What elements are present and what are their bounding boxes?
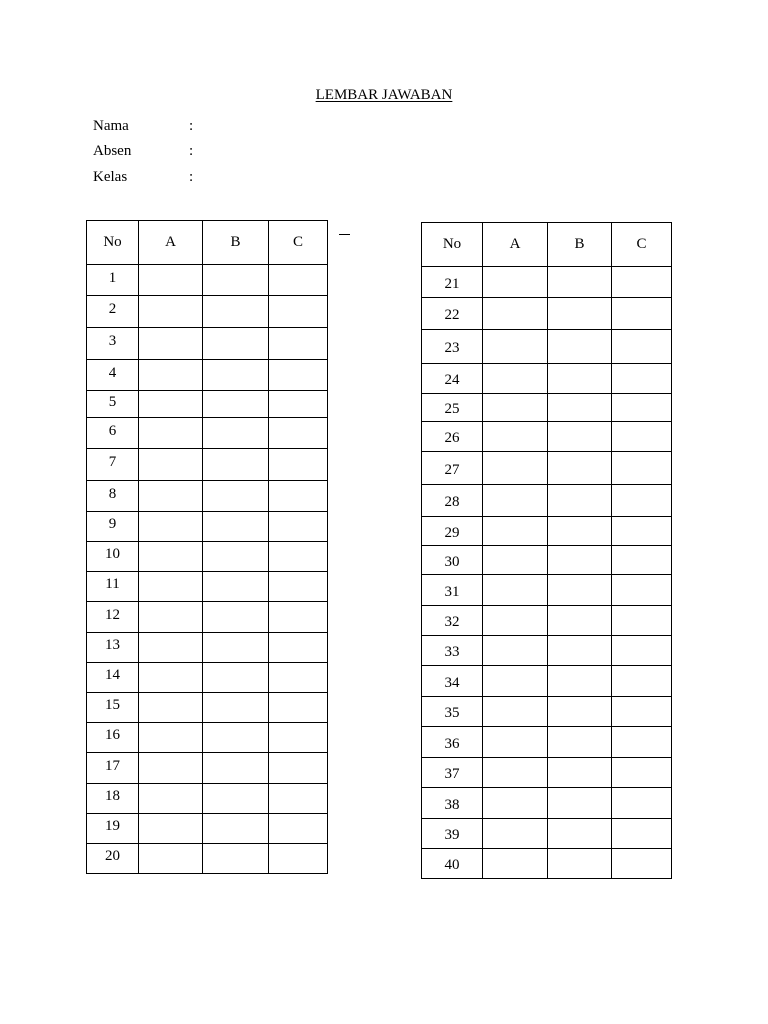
answer-cell-c[interactable] (269, 542, 328, 572)
answer-cell-c[interactable] (269, 663, 328, 693)
row-number: 24 (422, 364, 483, 394)
row-number: 25 (422, 394, 483, 422)
row-number: 5 (87, 391, 139, 418)
answer-cell-c[interactable] (612, 788, 672, 819)
answer-cell-a[interactable] (483, 364, 548, 394)
table-row (87, 265, 328, 296)
table-row (87, 449, 328, 481)
answer-cell-b[interactable] (203, 814, 269, 844)
answer-cell-b[interactable] (203, 693, 269, 723)
answer-cell-b[interactable] (203, 663, 269, 693)
answer-cell-a[interactable] (483, 758, 548, 788)
answer-cell-a[interactable] (139, 663, 203, 693)
row-number: 40 (422, 849, 483, 879)
answer-cell-b[interactable] (203, 723, 269, 753)
row-number: 9 (87, 512, 139, 542)
answer-cell-b[interactable] (203, 602, 269, 633)
table-row (422, 788, 672, 819)
answer-cell-b[interactable] (203, 542, 269, 572)
answer-cell-b[interactable] (548, 697, 612, 727)
page-title: LEMBAR JAWABAN (315, 87, 453, 103)
answer-cell-b[interactable] (203, 753, 269, 784)
table-row (87, 844, 328, 874)
answer-cell-a[interactable] (483, 330, 548, 364)
table-row (422, 517, 672, 546)
answer-cell-c[interactable] (612, 452, 672, 485)
answer-cell-b[interactable] (548, 849, 612, 879)
answer-cell-b[interactable] (548, 546, 612, 575)
answer-cell-a[interactable] (139, 296, 203, 328)
answer-cell-c[interactable] (269, 391, 328, 418)
answer-cell-a[interactable] (139, 814, 203, 844)
answer-cell-b[interactable] (548, 364, 612, 394)
table-row (87, 481, 328, 512)
answer-cell-c[interactable] (269, 572, 328, 602)
table-row (422, 422, 672, 452)
answer-cell-c[interactable] (612, 727, 672, 758)
answer-cell-b[interactable] (548, 636, 612, 666)
row-number: 37 (422, 758, 483, 788)
table-row (87, 572, 328, 602)
answer-cell-a[interactable] (139, 512, 203, 542)
table-header-row (87, 221, 328, 265)
table-row (422, 330, 672, 364)
answer-cell-b[interactable] (548, 452, 612, 485)
table-row (87, 633, 328, 663)
answer-cell-c[interactable] (612, 546, 672, 575)
answer-cell-a[interactable] (139, 360, 203, 391)
answer-cell-a[interactable] (483, 666, 548, 697)
row-number: 31 (422, 575, 483, 606)
answer-cell-b[interactable] (548, 575, 612, 606)
answer-cell-b[interactable] (203, 265, 269, 296)
answer-cell-a[interactable] (483, 546, 548, 575)
answer-cell-a[interactable] (139, 391, 203, 418)
answer-cell-a[interactable] (483, 298, 548, 330)
row-number: 10 (87, 542, 139, 572)
answer-cell-b[interactable] (548, 517, 612, 546)
table-row (87, 814, 328, 844)
answer-cell-c[interactable] (269, 753, 328, 784)
row-number: 34 (422, 666, 483, 697)
answer-cell-c[interactable] (612, 517, 672, 546)
answer-cell-a[interactable] (483, 485, 548, 517)
table-row (422, 758, 672, 788)
answer-cell-c[interactable] (612, 819, 672, 849)
table-row (87, 753, 328, 784)
row-number: 12 (87, 602, 139, 633)
answer-cell-b[interactable] (548, 422, 612, 452)
header-no: No (87, 221, 139, 265)
answer-cell-c[interactable] (612, 606, 672, 636)
answer-cell-a[interactable] (139, 784, 203, 814)
answer-cell-a[interactable] (139, 265, 203, 296)
table-row (422, 575, 672, 606)
answer-cell-a[interactable] (483, 422, 548, 452)
answer-cell-b[interactable] (203, 512, 269, 542)
table-row (87, 328, 328, 360)
table-row (87, 602, 328, 633)
table-row (87, 296, 328, 328)
answer-cell-a[interactable] (483, 788, 548, 819)
row-number: 11 (87, 572, 139, 602)
table-row (422, 849, 672, 879)
answer-cell-c[interactable] (269, 784, 328, 814)
field-kelas (93, 169, 293, 189)
answer-cell-b[interactable] (203, 572, 269, 602)
answer-cell-c[interactable] (269, 360, 328, 391)
answer-cell-b[interactable] (203, 391, 269, 418)
answer-cell-c[interactable] (269, 723, 328, 753)
table-row (87, 418, 328, 449)
answer-cell-c[interactable] (269, 328, 328, 360)
table-row (422, 666, 672, 697)
field-colon: : (189, 143, 194, 159)
answer-cell-b[interactable] (203, 360, 269, 391)
answer-cell-b[interactable] (548, 819, 612, 849)
answer-cell-a[interactable] (139, 602, 203, 633)
answer-cell-b[interactable] (548, 666, 612, 697)
answer-cell-a[interactable] (139, 328, 203, 360)
table-row (422, 364, 672, 394)
answer-table-right (421, 222, 672, 879)
row-number: 39 (422, 819, 483, 849)
row-number: 19 (87, 814, 139, 844)
answer-cell-c[interactable] (612, 575, 672, 606)
answer-cell-a[interactable] (483, 606, 548, 636)
answer-cell-c[interactable] (612, 267, 672, 298)
answer-cell-b[interactable] (203, 844, 269, 874)
row-number: 6 (87, 418, 139, 449)
answer-cell-c[interactable] (612, 666, 672, 697)
answer-cell-a[interactable] (139, 633, 203, 663)
answer-cell-b[interactable] (548, 758, 612, 788)
header-c: C (612, 223, 672, 267)
table-row (87, 360, 328, 391)
answer-cell-b[interactable] (203, 481, 269, 512)
table-row (422, 394, 672, 422)
answer-cell-a[interactable] (483, 452, 548, 485)
answer-cell-a[interactable] (483, 394, 548, 422)
row-number: 16 (87, 723, 139, 753)
answer-cell-c[interactable] (612, 422, 672, 452)
answer-cell-a[interactable] (139, 542, 203, 572)
table-row (87, 512, 328, 542)
row-number: 27 (422, 452, 483, 485)
table-row (87, 784, 328, 814)
answer-cell-c[interactable] (612, 636, 672, 666)
row-number: 28 (422, 485, 483, 517)
row-number: 2 (87, 296, 139, 328)
answer-cell-b[interactable] (203, 418, 269, 449)
answer-cell-a[interactable] (139, 844, 203, 874)
field-colon: : (189, 169, 194, 185)
answer-cell-c[interactable] (612, 330, 672, 364)
answer-cell-a[interactable] (483, 517, 548, 546)
table-row (87, 542, 328, 572)
table-row (87, 391, 328, 418)
answer-cell-c[interactable] (269, 844, 328, 874)
header-c: C (269, 221, 328, 265)
table-row (87, 663, 328, 693)
answer-cell-a[interactable] (139, 449, 203, 481)
answer-cell-c[interactable] (269, 633, 328, 663)
answer-cell-a[interactable] (483, 267, 548, 298)
table-row (87, 693, 328, 723)
answer-cell-b[interactable] (203, 449, 269, 481)
answer-cell-b[interactable] (203, 328, 269, 360)
row-number: 14 (87, 663, 139, 693)
table-row (422, 298, 672, 330)
answer-cell-a[interactable] (483, 575, 548, 606)
row-number: 17 (87, 753, 139, 784)
answer-cell-c[interactable] (269, 602, 328, 633)
field-absen (93, 143, 293, 163)
header-b: B (203, 221, 269, 265)
table-row (422, 267, 672, 298)
answer-cell-a[interactable] (139, 723, 203, 753)
table-row (422, 485, 672, 517)
row-number: 29 (422, 517, 483, 546)
table-row (422, 452, 672, 485)
field-label: Nama (93, 118, 129, 134)
row-number: 32 (422, 606, 483, 636)
table-row (422, 727, 672, 758)
answer-cell-a[interactable] (483, 849, 548, 879)
table-row (422, 697, 672, 727)
answer-cell-c[interactable] (269, 481, 328, 512)
answer-cell-a[interactable] (483, 819, 548, 849)
row-number: 26 (422, 422, 483, 452)
row-number: 38 (422, 788, 483, 819)
stray-dash (339, 234, 350, 235)
answer-cell-c[interactable] (269, 693, 328, 723)
answer-cell-c[interactable] (269, 449, 328, 481)
answer-cell-a[interactable] (483, 636, 548, 666)
answer-cell-b[interactable] (548, 606, 612, 636)
answer-cell-b[interactable] (548, 485, 612, 517)
answer-cell-c[interactable] (612, 364, 672, 394)
answer-cell-c[interactable] (612, 697, 672, 727)
answer-cell-b[interactable] (548, 788, 612, 819)
answer-cell-a[interactable] (139, 693, 203, 723)
answer-cell-c[interactable] (612, 298, 672, 330)
row-number: 8 (87, 481, 139, 512)
row-number: 36 (422, 727, 483, 758)
answer-cell-b[interactable] (203, 296, 269, 328)
row-number: 4 (87, 360, 139, 391)
field-label: Absen (93, 143, 132, 159)
answer-cell-c[interactable] (269, 265, 328, 296)
row-number: 22 (422, 298, 483, 330)
answer-cell-b[interactable] (548, 727, 612, 758)
row-number: 15 (87, 693, 139, 723)
row-number: 20 (87, 844, 139, 874)
header-no: No (422, 223, 483, 267)
header-a: A (139, 221, 203, 265)
answer-cell-c[interactable] (612, 485, 672, 517)
header-a: A (483, 223, 548, 267)
answer-cell-b[interactable] (548, 330, 612, 364)
answer-cell-c[interactable] (269, 418, 328, 449)
row-number: 21 (422, 267, 483, 298)
table-row (422, 636, 672, 666)
row-number: 35 (422, 697, 483, 727)
answer-cell-b[interactable] (548, 267, 612, 298)
field-nama (93, 118, 293, 138)
answer-cell-c[interactable] (612, 758, 672, 788)
row-number: 33 (422, 636, 483, 666)
table-row (422, 546, 672, 575)
row-number: 13 (87, 633, 139, 663)
answer-cell-b[interactable] (203, 784, 269, 814)
answer-cell-c[interactable] (269, 296, 328, 328)
answer-table-left (86, 220, 328, 874)
table-row (422, 606, 672, 636)
row-number: 18 (87, 784, 139, 814)
answer-cell-a[interactable] (139, 753, 203, 784)
answer-cell-a[interactable] (483, 727, 548, 758)
answer-cell-a[interactable] (139, 418, 203, 449)
row-number: 23 (422, 330, 483, 364)
field-label: Kelas (93, 169, 128, 185)
answer-cell-a[interactable] (139, 481, 203, 512)
row-number: 1 (87, 265, 139, 296)
row-number: 3 (87, 328, 139, 360)
field-colon: : (189, 118, 194, 134)
answer-cell-b[interactable] (548, 298, 612, 330)
header-b: B (548, 223, 612, 267)
answer-cell-c[interactable] (269, 814, 328, 844)
answer-cell-a[interactable] (483, 697, 548, 727)
answer-cell-c[interactable] (612, 849, 672, 879)
table-row (87, 723, 328, 753)
table-row (422, 819, 672, 849)
answer-cell-c[interactable] (269, 512, 328, 542)
answer-cell-b[interactable] (548, 394, 612, 422)
answer-cell-c[interactable] (612, 394, 672, 422)
row-number: 30 (422, 546, 483, 575)
row-number: 7 (87, 449, 139, 481)
table-header-row (422, 223, 672, 267)
answer-cell-b[interactable] (203, 633, 269, 663)
answer-cell-a[interactable] (139, 572, 203, 602)
